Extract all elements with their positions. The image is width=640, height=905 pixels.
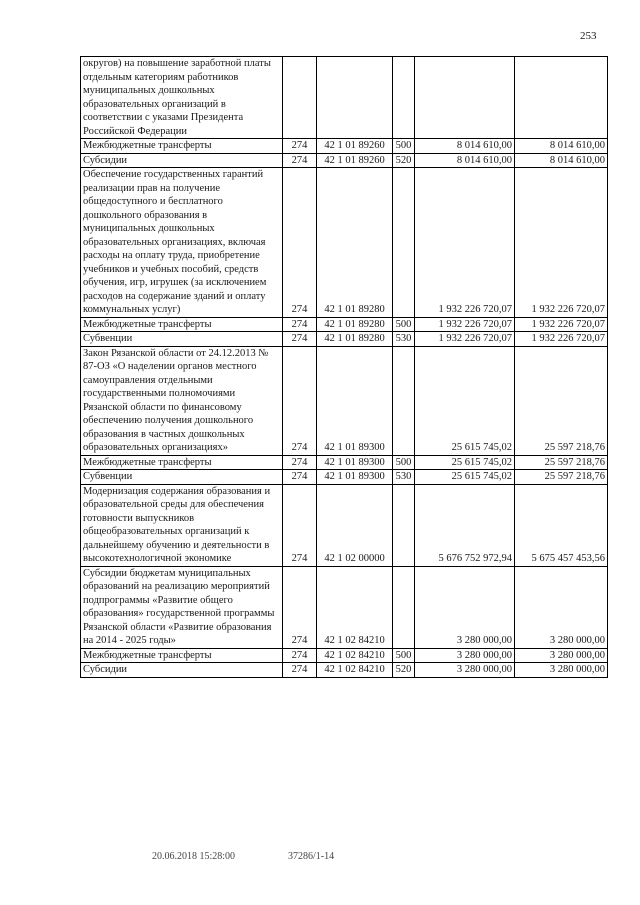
cell-type: [393, 566, 415, 648]
cell-code: 274: [283, 455, 317, 470]
cell-name: Межбюджетные трансферты: [81, 648, 283, 663]
cell-code: [283, 57, 317, 139]
cell-sum-2: 25 597 218,76: [515, 455, 608, 470]
cell-code: 274: [283, 484, 317, 566]
cell-type: [393, 57, 415, 139]
table-row: [81, 153, 608, 168]
cell-code: 274: [283, 168, 317, 318]
table-row: [81, 332, 608, 347]
cell-type: [393, 484, 415, 566]
cell-name: Субсидии бюджетам муниципальных образований на реализацию мероприятий подпрограммы «Развитие общего образования» государственной программы Рязанской области «Развитие образования на 2014 - 2025 годы»: [81, 566, 283, 648]
cell-name: Межбюджетные трансферты: [81, 139, 283, 154]
cell-sum-2: 1 932 226 720,07: [515, 317, 608, 332]
cell-code: 274: [283, 153, 317, 168]
cell-code: 274: [283, 648, 317, 663]
table-row: [81, 317, 608, 332]
footer-date: 20.06.2018 15:28:00: [152, 851, 236, 862]
cell-sum-2: 25 597 218,76: [515, 470, 608, 485]
cell-sum-2: 5 675 457 453,56: [515, 484, 608, 566]
table-row: [81, 470, 608, 485]
cell-sum-2: 1 932 226 720,07: [515, 332, 608, 347]
cell-target: [317, 57, 393, 139]
footer-document-code: 37286/1-14: [288, 851, 335, 862]
cell-target: 42 1 02 00000: [317, 484, 393, 566]
cell-target: 42 1 01 89280: [317, 168, 393, 318]
cell-sum-1: 8 014 610,00: [415, 153, 515, 168]
table-row: [81, 57, 608, 139]
cell-type: 520: [393, 153, 415, 168]
cell-sum-1: 25 615 745,02: [415, 470, 515, 485]
cell-target: 42 1 01 89280: [317, 332, 393, 347]
cell-type: 500: [393, 139, 415, 154]
table-row: [81, 663, 608, 678]
cell-target: 42 1 01 89300: [317, 470, 393, 485]
cell-sum-2: 25 597 218,76: [515, 346, 608, 455]
cell-code: 274: [283, 663, 317, 678]
cell-name: Межбюджетные трансферты: [81, 455, 283, 470]
cell-code: 274: [283, 470, 317, 485]
cell-name: Межбюджетные трансферты: [81, 317, 283, 332]
cell-name: Субсидии: [81, 153, 283, 168]
cell-sum-2: 3 280 000,00: [515, 648, 608, 663]
table-row: [81, 346, 608, 455]
cell-type: 500: [393, 455, 415, 470]
table-row: [81, 648, 608, 663]
cell-target: 42 1 01 89280: [317, 317, 393, 332]
cell-type: 530: [393, 332, 415, 347]
cell-code: 274: [283, 139, 317, 154]
cell-sum-1: 5 676 752 972,94: [415, 484, 515, 566]
cell-type: 500: [393, 317, 415, 332]
cell-sum-2: 3 280 000,00: [515, 663, 608, 678]
table-row: [81, 484, 608, 566]
cell-name: Субвенции: [81, 332, 283, 347]
cell-code: 274: [283, 346, 317, 455]
cell-name: Модернизация содержания образования и образовательной среды для обеспечения готовности выпускников общеобразовательных организаций к дальнейшему обучению и деятельности в высокотехнологичной экономике: [81, 484, 283, 566]
cell-name: Субсидии: [81, 663, 283, 678]
cell-code: 274: [283, 332, 317, 347]
cell-sum-2: 1 932 226 720,07: [515, 168, 608, 318]
page-number: 253: [580, 30, 597, 42]
cell-code: 274: [283, 566, 317, 648]
cell-name: округов) на повышение заработной платы отдельным категориям работников муниципальных дошкольных образовательных организаций в соответствии с указами Президента Российской Федерации: [81, 57, 283, 139]
budget-table: [80, 56, 608, 678]
cell-sum-2: [515, 57, 608, 139]
cell-sum-1: [415, 57, 515, 139]
cell-sum-2: 3 280 000,00: [515, 566, 608, 648]
cell-type: [393, 168, 415, 318]
cell-sum-1: 3 280 000,00: [415, 663, 515, 678]
cell-type: 530: [393, 470, 415, 485]
cell-sum-1: 1 932 226 720,07: [415, 317, 515, 332]
cell-sum-1: 8 014 610,00: [415, 139, 515, 154]
cell-sum-1: 3 280 000,00: [415, 566, 515, 648]
cell-sum-1: 25 615 745,02: [415, 455, 515, 470]
table-row: [81, 139, 608, 154]
cell-name: Закон Рязанской области от 24.12.2013 № 87-ОЗ «О наделении органов местного самоуправления отдельными государственными полномочиями Рязанской области по финансовому обеспечению получения дошкольного образования в частных дошкольных образовательных организациях»: [81, 346, 283, 455]
table-row: [81, 168, 608, 318]
cell-type: 500: [393, 648, 415, 663]
table-row: [81, 455, 608, 470]
cell-target: 42 1 01 89260: [317, 139, 393, 154]
cell-target: 42 1 01 89260: [317, 153, 393, 168]
cell-sum-1: 3 280 000,00: [415, 648, 515, 663]
cell-target: 42 1 01 89300: [317, 455, 393, 470]
cell-sum-2: 8 014 610,00: [515, 139, 608, 154]
table-body: [81, 57, 608, 678]
cell-name: Субвенции: [81, 470, 283, 485]
table-row: [81, 566, 608, 648]
cell-target: 42 1 02 84210: [317, 663, 393, 678]
cell-sum-1: 25 615 745,02: [415, 346, 515, 455]
cell-target: 42 1 02 84210: [317, 648, 393, 663]
cell-name: Обеспечение государственных гарантий реализации прав на получение общедоступного и бесплатного дошкольного образования в муниципальных дошкольных образовательных организациях, включая расходы на оплату труда, приобретение учебников и учебных пособий, средств обучения, игр, игрушек (за исключением расходов на содержание зданий и оплату коммунальных услуг): [81, 168, 283, 318]
cell-target: 42 1 01 89300: [317, 346, 393, 455]
cell-sum-1: 1 932 226 720,07: [415, 332, 515, 347]
cell-code: 274: [283, 317, 317, 332]
cell-type: [393, 346, 415, 455]
cell-sum-2: 8 014 610,00: [515, 153, 608, 168]
cell-sum-1: 1 932 226 720,07: [415, 168, 515, 318]
cell-type: 520: [393, 663, 415, 678]
cell-target: 42 1 02 84210: [317, 566, 393, 648]
